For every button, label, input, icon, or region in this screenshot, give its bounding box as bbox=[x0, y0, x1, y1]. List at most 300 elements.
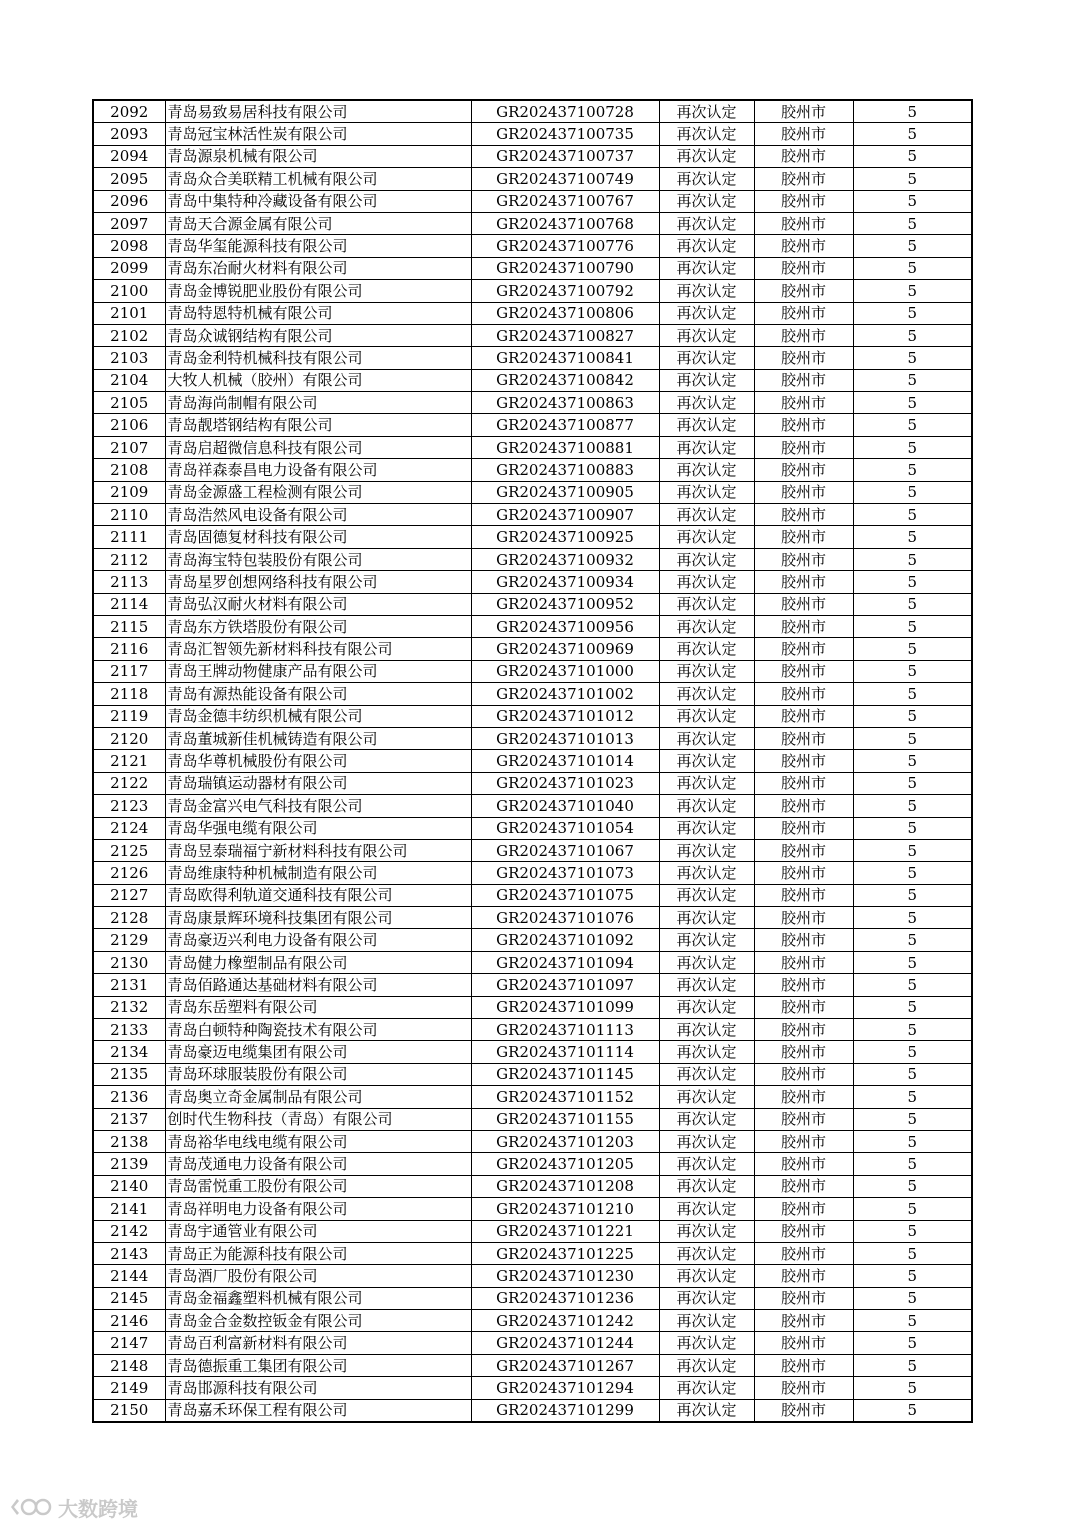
value: 5 bbox=[853, 571, 972, 593]
value: 5 bbox=[853, 1310, 972, 1332]
certificate-number: GR202437101002 bbox=[471, 683, 659, 705]
table-row bbox=[93, 705, 972, 727]
recognition-type: 再次认定 bbox=[659, 1063, 754, 1085]
value: 5 bbox=[853, 145, 972, 167]
district: 胶州市 bbox=[754, 459, 853, 481]
district: 胶州市 bbox=[754, 123, 853, 145]
table-row bbox=[93, 481, 972, 503]
district: 胶州市 bbox=[754, 1198, 853, 1220]
row-number: 2116 bbox=[93, 638, 165, 660]
value: 5 bbox=[853, 1198, 972, 1220]
row-number: 2112 bbox=[93, 548, 165, 570]
district: 胶州市 bbox=[754, 817, 853, 839]
value: 5 bbox=[853, 593, 972, 615]
district: 胶州市 bbox=[754, 1108, 853, 1130]
table-row bbox=[93, 123, 972, 145]
value: 5 bbox=[853, 1130, 972, 1152]
table-row bbox=[93, 504, 972, 526]
table-row bbox=[93, 1063, 972, 1085]
district: 胶州市 bbox=[754, 548, 853, 570]
company-name: 青岛金合金数控钣金有限公司 bbox=[165, 1310, 471, 1332]
certificate-number: GR202437101155 bbox=[471, 1108, 659, 1130]
row-number: 2128 bbox=[93, 907, 165, 929]
value: 5 bbox=[853, 1287, 972, 1309]
table-row bbox=[93, 817, 972, 839]
company-name: 青岛弘汉耐火材料有限公司 bbox=[165, 593, 471, 615]
row-number: 2094 bbox=[93, 145, 165, 167]
value: 5 bbox=[853, 750, 972, 772]
recognition-type: 再次认定 bbox=[659, 1399, 754, 1422]
certificate-number: GR202437100792 bbox=[471, 280, 659, 302]
company-name: 青岛茂通电力设备有限公司 bbox=[165, 1153, 471, 1175]
district: 胶州市 bbox=[754, 1063, 853, 1085]
company-name: 青岛易致易居科技有限公司 bbox=[165, 100, 471, 123]
table-row bbox=[93, 1265, 972, 1287]
row-number: 2097 bbox=[93, 212, 165, 234]
recognition-type: 再次认定 bbox=[659, 929, 754, 951]
table-row bbox=[93, 1287, 972, 1309]
district: 胶州市 bbox=[754, 1287, 853, 1309]
value: 5 bbox=[853, 302, 972, 324]
value: 5 bbox=[853, 324, 972, 346]
company-name: 青岛启超微信息科技有限公司 bbox=[165, 436, 471, 458]
company-name: 青岛董城新佳机械铸造有限公司 bbox=[165, 727, 471, 749]
certificate-number: GR202437101073 bbox=[471, 862, 659, 884]
certificate-number: GR202437101023 bbox=[471, 772, 659, 794]
district: 胶州市 bbox=[754, 414, 853, 436]
district: 胶州市 bbox=[754, 1175, 853, 1197]
row-number: 2138 bbox=[93, 1130, 165, 1152]
district: 胶州市 bbox=[754, 257, 853, 279]
company-name: 创时代生物科技（青岛）有限公司 bbox=[165, 1108, 471, 1130]
certificate-number: GR202437100956 bbox=[471, 615, 659, 637]
district: 胶州市 bbox=[754, 392, 853, 414]
certificate-number: GR202437100768 bbox=[471, 212, 659, 234]
table-row bbox=[93, 347, 972, 369]
district: 胶州市 bbox=[754, 1332, 853, 1354]
recognition-type: 再次认定 bbox=[659, 1354, 754, 1376]
table-row bbox=[93, 436, 972, 458]
company-name: 青岛金博锐肥业股份有限公司 bbox=[165, 280, 471, 302]
district: 胶州市 bbox=[754, 839, 853, 861]
recognition-type: 再次认定 bbox=[659, 235, 754, 257]
recognition-type: 再次认定 bbox=[659, 772, 754, 794]
certificate-number: GR202437100827 bbox=[471, 324, 659, 346]
recognition-type: 再次认定 bbox=[659, 481, 754, 503]
table-row bbox=[93, 1198, 972, 1220]
row-number: 2131 bbox=[93, 974, 165, 996]
table-row bbox=[93, 280, 972, 302]
table-row bbox=[93, 190, 972, 212]
row-number: 2123 bbox=[93, 795, 165, 817]
value: 5 bbox=[853, 123, 972, 145]
value: 5 bbox=[853, 705, 972, 727]
recognition-type: 再次认定 bbox=[659, 123, 754, 145]
company-name: 青岛康景辉环境科技集团有限公司 bbox=[165, 907, 471, 929]
table-row bbox=[93, 839, 972, 861]
row-number: 2136 bbox=[93, 1086, 165, 1108]
district: 胶州市 bbox=[754, 660, 853, 682]
table-row bbox=[93, 369, 972, 391]
recognition-type: 再次认定 bbox=[659, 1130, 754, 1152]
certificate-number: GR202437101054 bbox=[471, 817, 659, 839]
certificate-number: GR202437100905 bbox=[471, 481, 659, 503]
company-name: 青岛豪迈兴利电力设备有限公司 bbox=[165, 929, 471, 951]
company-name: 青岛众诚钢结构有限公司 bbox=[165, 324, 471, 346]
row-number: 2110 bbox=[93, 504, 165, 526]
district: 胶州市 bbox=[754, 795, 853, 817]
table-row bbox=[93, 1242, 972, 1264]
district: 胶州市 bbox=[754, 280, 853, 302]
recognition-type: 再次认定 bbox=[659, 1086, 754, 1108]
row-number: 2103 bbox=[93, 347, 165, 369]
value: 5 bbox=[853, 1265, 972, 1287]
company-name: 青岛邯源科技有限公司 bbox=[165, 1377, 471, 1399]
row-number: 2115 bbox=[93, 615, 165, 637]
company-name: 青岛佰路通达基础材料有限公司 bbox=[165, 974, 471, 996]
recognition-type: 再次认定 bbox=[659, 280, 754, 302]
table-row bbox=[93, 683, 972, 705]
row-number: 2143 bbox=[93, 1242, 165, 1264]
company-name: 青岛东冶耐火材料有限公司 bbox=[165, 257, 471, 279]
value: 5 bbox=[853, 168, 972, 190]
table-row bbox=[93, 996, 972, 1018]
recognition-type: 再次认定 bbox=[659, 593, 754, 615]
value: 5 bbox=[853, 1220, 972, 1242]
district: 胶州市 bbox=[754, 436, 853, 458]
company-name: 大牧人机械（胶州）有限公司 bbox=[165, 369, 471, 391]
table-row bbox=[93, 1332, 972, 1354]
value: 5 bbox=[853, 436, 972, 458]
recognition-type: 再次认定 bbox=[659, 571, 754, 593]
row-number: 2134 bbox=[93, 1041, 165, 1063]
certificate-number: GR202437101014 bbox=[471, 750, 659, 772]
recognition-type: 再次认定 bbox=[659, 302, 754, 324]
table-row bbox=[93, 884, 972, 906]
row-number: 2119 bbox=[93, 705, 165, 727]
recognition-type: 再次认定 bbox=[659, 1220, 754, 1242]
recognition-type: 再次认定 bbox=[659, 1242, 754, 1264]
recognition-type: 再次认定 bbox=[659, 638, 754, 660]
certificate-number: GR202437100735 bbox=[471, 123, 659, 145]
row-number: 2096 bbox=[93, 190, 165, 212]
recognition-type: 再次认定 bbox=[659, 436, 754, 458]
district: 胶州市 bbox=[754, 504, 853, 526]
company-name: 青岛昱泰瑞福宁新材料科技有限公司 bbox=[165, 839, 471, 861]
company-name: 青岛靓塔钢结构有限公司 bbox=[165, 414, 471, 436]
value: 5 bbox=[853, 347, 972, 369]
recognition-type: 再次认定 bbox=[659, 884, 754, 906]
company-name: 青岛酒厂股份有限公司 bbox=[165, 1265, 471, 1287]
company-name: 青岛王牌动物健康产品有限公司 bbox=[165, 660, 471, 682]
row-number: 2101 bbox=[93, 302, 165, 324]
district: 胶州市 bbox=[754, 526, 853, 548]
value: 5 bbox=[853, 1377, 972, 1399]
certificate-number: GR202437101208 bbox=[471, 1175, 659, 1197]
recognition-type: 再次认定 bbox=[659, 615, 754, 637]
table-row bbox=[93, 324, 972, 346]
row-number: 2135 bbox=[93, 1063, 165, 1085]
value: 5 bbox=[853, 862, 972, 884]
value: 5 bbox=[853, 1399, 972, 1422]
company-name: 青岛维康特种机械制造有限公司 bbox=[165, 862, 471, 884]
district: 胶州市 bbox=[754, 1153, 853, 1175]
table-body bbox=[93, 100, 972, 1422]
value: 5 bbox=[853, 100, 972, 123]
row-number: 2139 bbox=[93, 1153, 165, 1175]
watermark-text: 大数跨境 bbox=[58, 1496, 138, 1521]
recognition-type: 再次认定 bbox=[659, 526, 754, 548]
recognition-type: 再次认定 bbox=[659, 839, 754, 861]
table-row bbox=[93, 168, 972, 190]
table-row bbox=[93, 526, 972, 548]
table-row bbox=[93, 1175, 972, 1197]
certificate-number: GR202437100925 bbox=[471, 526, 659, 548]
district: 胶州市 bbox=[754, 212, 853, 234]
recognition-type: 再次认定 bbox=[659, 974, 754, 996]
certificate-number: GR202437100728 bbox=[471, 100, 659, 123]
row-number: 2120 bbox=[93, 727, 165, 749]
watermark bbox=[8, 1493, 138, 1521]
table-row bbox=[93, 212, 972, 234]
district: 胶州市 bbox=[754, 168, 853, 190]
certificate-number: GR202437101294 bbox=[471, 1377, 659, 1399]
row-number: 2098 bbox=[93, 235, 165, 257]
district: 胶州市 bbox=[754, 638, 853, 660]
row-number: 2137 bbox=[93, 1108, 165, 1130]
district: 胶州市 bbox=[754, 1265, 853, 1287]
company-name: 青岛有源热能设备有限公司 bbox=[165, 683, 471, 705]
certificate-number: GR202437100863 bbox=[471, 392, 659, 414]
company-name: 青岛东方铁塔股份有限公司 bbox=[165, 615, 471, 637]
certificate-number: GR202437101114 bbox=[471, 1041, 659, 1063]
table-row bbox=[93, 1377, 972, 1399]
value: 5 bbox=[853, 727, 972, 749]
row-number: 2133 bbox=[93, 1019, 165, 1041]
recognition-type: 再次认定 bbox=[659, 683, 754, 705]
table-row bbox=[93, 1019, 972, 1041]
district: 胶州市 bbox=[754, 1399, 853, 1422]
row-number: 2127 bbox=[93, 884, 165, 906]
company-name: 青岛百利富新材料有限公司 bbox=[165, 1332, 471, 1354]
row-number: 2132 bbox=[93, 996, 165, 1018]
table-row bbox=[93, 145, 972, 167]
district: 胶州市 bbox=[754, 481, 853, 503]
row-number: 2144 bbox=[93, 1265, 165, 1287]
district: 胶州市 bbox=[754, 884, 853, 906]
certificate-number: GR202437101244 bbox=[471, 1332, 659, 1354]
certificate-number: GR202437101299 bbox=[471, 1399, 659, 1422]
row-number: 2114 bbox=[93, 593, 165, 615]
certificate-number: GR202437100969 bbox=[471, 638, 659, 660]
recognition-type: 再次认定 bbox=[659, 1108, 754, 1130]
district: 胶州市 bbox=[754, 324, 853, 346]
table-row bbox=[93, 1153, 972, 1175]
certificate-number: GR202437100934 bbox=[471, 571, 659, 593]
table-row bbox=[93, 1220, 972, 1242]
district: 胶州市 bbox=[754, 100, 853, 123]
company-name: 青岛欧得利轨道交通科技有限公司 bbox=[165, 884, 471, 906]
row-number: 2102 bbox=[93, 324, 165, 346]
company-name: 青岛星罗创想网络科技有限公司 bbox=[165, 571, 471, 593]
company-name: 青岛豪迈电缆集团有限公司 bbox=[165, 1041, 471, 1063]
value: 5 bbox=[853, 280, 972, 302]
district: 胶州市 bbox=[754, 1242, 853, 1264]
row-number: 2147 bbox=[93, 1332, 165, 1354]
row-number: 2149 bbox=[93, 1377, 165, 1399]
certificate-number: GR202437100877 bbox=[471, 414, 659, 436]
value: 5 bbox=[853, 1332, 972, 1354]
company-name: 青岛金利特机械科技有限公司 bbox=[165, 347, 471, 369]
table-row bbox=[93, 660, 972, 682]
value: 5 bbox=[853, 772, 972, 794]
certificate-number: GR202437101267 bbox=[471, 1354, 659, 1376]
recognition-type: 再次认定 bbox=[659, 1153, 754, 1175]
recognition-type: 再次认定 bbox=[659, 100, 754, 123]
company-name: 青岛嘉禾环保工程有限公司 bbox=[165, 1399, 471, 1422]
table-row bbox=[93, 929, 972, 951]
certificate-number: GR202437101075 bbox=[471, 884, 659, 906]
certificate-number: GR202437101205 bbox=[471, 1153, 659, 1175]
recognition-type: 再次认定 bbox=[659, 257, 754, 279]
recognition-type: 再次认定 bbox=[659, 660, 754, 682]
certificate-number: GR202437101236 bbox=[471, 1287, 659, 1309]
company-name: 青岛众合美联精工机械有限公司 bbox=[165, 168, 471, 190]
certificate-number: GR202437101012 bbox=[471, 705, 659, 727]
value: 5 bbox=[853, 504, 972, 526]
value: 5 bbox=[853, 884, 972, 906]
company-name: 青岛祥明电力设备有限公司 bbox=[165, 1198, 471, 1220]
value: 5 bbox=[853, 392, 972, 414]
district: 胶州市 bbox=[754, 951, 853, 973]
company-name: 青岛东岳塑料有限公司 bbox=[165, 996, 471, 1018]
certificate-number: GR202437101040 bbox=[471, 795, 659, 817]
value: 5 bbox=[853, 190, 972, 212]
district: 胶州市 bbox=[754, 1220, 853, 1242]
value: 5 bbox=[853, 481, 972, 503]
district: 胶州市 bbox=[754, 1354, 853, 1376]
row-number: 2148 bbox=[93, 1354, 165, 1376]
certificate-number: GR202437101230 bbox=[471, 1265, 659, 1287]
recognition-type: 再次认定 bbox=[659, 727, 754, 749]
district: 胶州市 bbox=[754, 750, 853, 772]
district: 胶州市 bbox=[754, 727, 853, 749]
table-row bbox=[93, 414, 972, 436]
table-row bbox=[93, 1130, 972, 1152]
recognition-type: 再次认定 bbox=[659, 392, 754, 414]
district: 胶州市 bbox=[754, 772, 853, 794]
certificate-number: GR202437100806 bbox=[471, 302, 659, 324]
row-number: 2121 bbox=[93, 750, 165, 772]
certificate-number: GR202437101013 bbox=[471, 727, 659, 749]
row-number: 2106 bbox=[93, 414, 165, 436]
table-row bbox=[93, 862, 972, 884]
value: 5 bbox=[853, 929, 972, 951]
row-number: 2124 bbox=[93, 817, 165, 839]
row-number: 2118 bbox=[93, 683, 165, 705]
company-name: 青岛白顿特种陶瓷技术有限公司 bbox=[165, 1019, 471, 1041]
company-name: 青岛浩然风电设备有限公司 bbox=[165, 504, 471, 526]
table-row bbox=[93, 907, 972, 929]
district: 胶州市 bbox=[754, 974, 853, 996]
value: 5 bbox=[853, 1041, 972, 1063]
company-name: 青岛祥森泰昌电力设备有限公司 bbox=[165, 459, 471, 481]
company-name: 青岛正为能源科技有限公司 bbox=[165, 1242, 471, 1264]
district: 胶州市 bbox=[754, 347, 853, 369]
value: 5 bbox=[853, 683, 972, 705]
row-number: 2099 bbox=[93, 257, 165, 279]
company-name: 青岛冠宝林活性炭有限公司 bbox=[165, 123, 471, 145]
row-number: 2129 bbox=[93, 929, 165, 951]
district: 胶州市 bbox=[754, 907, 853, 929]
certificate-number: GR202437101097 bbox=[471, 974, 659, 996]
certificate-number: GR202437101225 bbox=[471, 1242, 659, 1264]
value: 5 bbox=[853, 526, 972, 548]
certificate-number: GR202437101000 bbox=[471, 660, 659, 682]
table-row bbox=[93, 593, 972, 615]
value: 5 bbox=[853, 1354, 972, 1376]
row-number: 2107 bbox=[93, 436, 165, 458]
value: 5 bbox=[853, 459, 972, 481]
certificate-number: GR202437100776 bbox=[471, 235, 659, 257]
table-row bbox=[93, 548, 972, 570]
value: 5 bbox=[853, 951, 972, 973]
table-row bbox=[93, 1086, 972, 1108]
row-number: 2140 bbox=[93, 1175, 165, 1197]
district: 胶州市 bbox=[754, 615, 853, 637]
recognition-type: 再次认定 bbox=[659, 190, 754, 212]
row-number: 2108 bbox=[93, 459, 165, 481]
company-name: 青岛宇通管业有限公司 bbox=[165, 1220, 471, 1242]
recognition-type: 再次认定 bbox=[659, 548, 754, 570]
district: 胶州市 bbox=[754, 593, 853, 615]
value: 5 bbox=[853, 235, 972, 257]
district: 胶州市 bbox=[754, 1019, 853, 1041]
recognition-type: 再次认定 bbox=[659, 1019, 754, 1041]
value: 5 bbox=[853, 548, 972, 570]
district: 胶州市 bbox=[754, 1130, 853, 1152]
district: 胶州市 bbox=[754, 1041, 853, 1063]
company-name: 青岛固德复材科技有限公司 bbox=[165, 526, 471, 548]
company-name: 青岛中集特种冷藏设备有限公司 bbox=[165, 190, 471, 212]
company-name: 青岛海尚制帽有限公司 bbox=[165, 392, 471, 414]
company-name: 青岛金富兴电气科技有限公司 bbox=[165, 795, 471, 817]
certificate-number: GR202437101076 bbox=[471, 907, 659, 929]
certificate-number: GR202437100932 bbox=[471, 548, 659, 570]
value: 5 bbox=[853, 795, 972, 817]
recognition-type: 再次认定 bbox=[659, 324, 754, 346]
recognition-type: 再次认定 bbox=[659, 817, 754, 839]
company-name: 青岛海宝特包装股份有限公司 bbox=[165, 548, 471, 570]
district: 胶州市 bbox=[754, 862, 853, 884]
row-number: 2122 bbox=[93, 772, 165, 794]
recognition-type: 再次认定 bbox=[659, 1265, 754, 1287]
certificate-number: GR202437100767 bbox=[471, 190, 659, 212]
table-row bbox=[93, 750, 972, 772]
row-number: 2095 bbox=[93, 168, 165, 190]
company-name: 青岛环球服装股份有限公司 bbox=[165, 1063, 471, 1085]
district: 胶州市 bbox=[754, 1086, 853, 1108]
value: 5 bbox=[853, 660, 972, 682]
certificate-number: GR202437101113 bbox=[471, 1019, 659, 1041]
company-name: 青岛天合源金属有限公司 bbox=[165, 212, 471, 234]
recognition-type: 再次认定 bbox=[659, 347, 754, 369]
recognition-type: 再次认定 bbox=[659, 459, 754, 481]
row-number: 2126 bbox=[93, 862, 165, 884]
row-number: 2146 bbox=[93, 1310, 165, 1332]
recognition-type: 再次认定 bbox=[659, 705, 754, 727]
table-row bbox=[93, 392, 972, 414]
